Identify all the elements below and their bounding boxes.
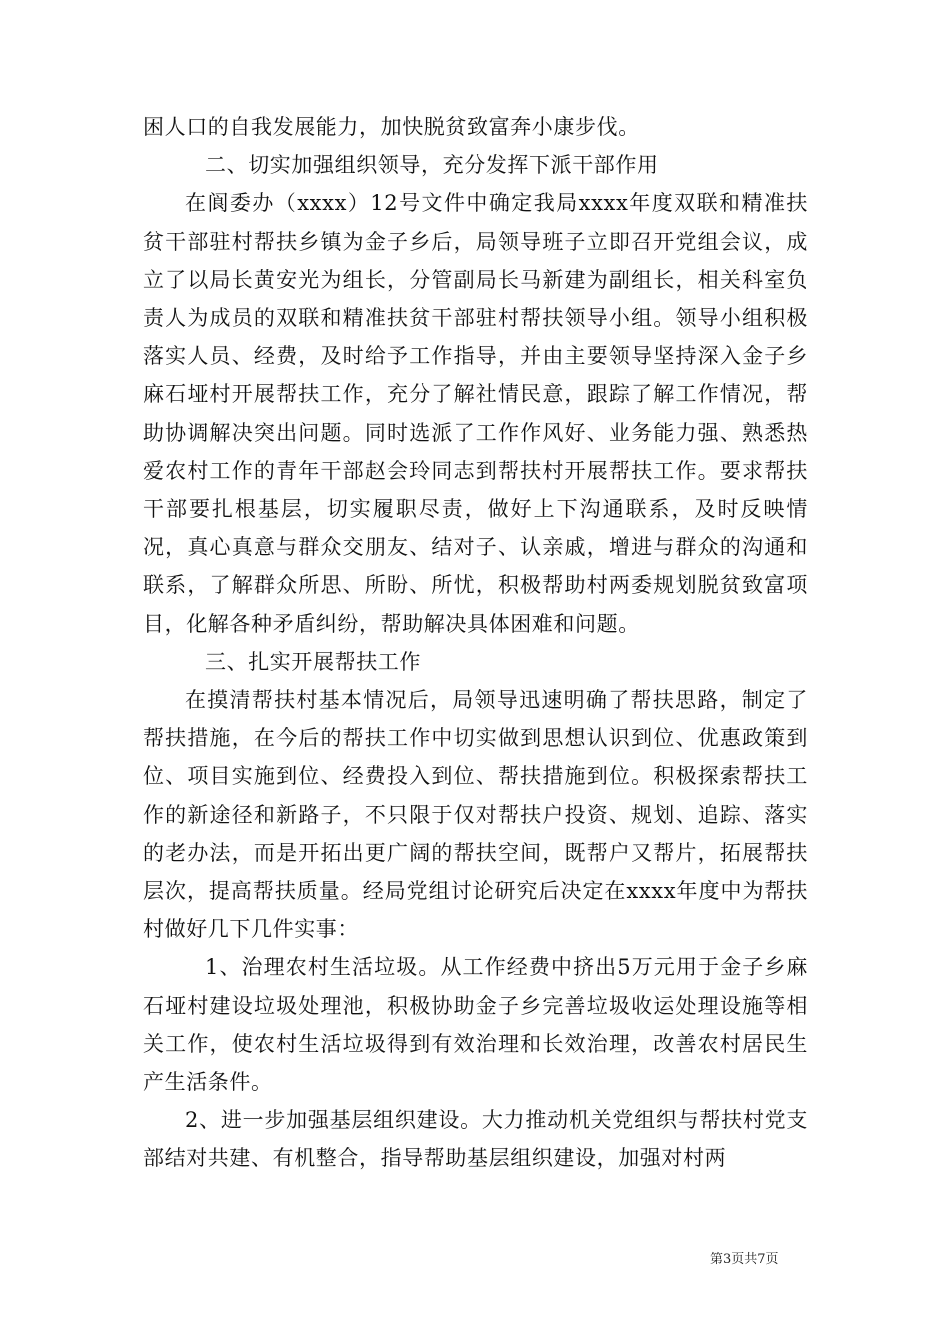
page-number-footer: 第3页共7页 (710, 1252, 779, 1267)
section-heading-three: 三、扎实开展帮扶工作 (205, 649, 421, 674)
section-heading-two: 二、切实加强组织领导，充分发挥下派干部作用 (205, 153, 659, 178)
body-paragraph-item-2: 2、进一步加强基层组织建设。大力推动机关党组织与帮扶村党支部结对共建、有机整合，指导帮助基层组织建设，加强对村两 (143, 1108, 808, 1171)
body-paragraph-continuation: 困人口的自我发展能力，加快脱贫致富奔小康步伐。 (143, 115, 640, 139)
body-paragraph: 在摸清帮扶村基本情况后，局领导迅速明确了帮扶思路，制定了帮扶措施，在今后的帮扶工作中切实做到思想认识到位、优惠政策到位、项目实施到位、经费投入到位、帮扶措施到位。积极探索帮扶工作的新途径和新路子，不只限于仅对帮扶户投资、规划、追踪、落实的老办法，而是开拓出更广阔的帮扶空间，既帮户又帮片，拓展帮扶层次，提高帮扶质量。经局党组讨论研究后决定在xxxx年度中为帮扶村做好几下几件实事： (143, 688, 808, 942)
body-paragraph: 在阆委办（xxxx）12号文件中确定我局xxxx年度双联和精准扶贫干部驻村帮扶乡镇为金子乡后，局领导班子立即召开党组会议，成立了以局长黄安光为组长，分管副局长马新建为副组长，相关科室负责人为成员的双联和精准扶贫干部驻村帮扶领导小组。领导小组积极落实人员、经费，及时给予工作指导，并由主要领导坚持深入金子乡麻石垭村开展帮扶工作，充分了解社情民意，跟踪了解工作情况，帮助协调解决突出问题。同时选派了工作作风好、业务能力强、熟悉热爱农村工作的青年干部赵会玲同志到帮扶村开展帮扶工作。要求帮扶干部要扎根基层，切实履职尽责，做好上下沟通联系，及时反映情况，真心真意与群众交朋友、结对子、认亲戚，增进与群众的沟通和联系，了解群众所思、所盼、所忧，积极帮助村两委规划脱贫致富项目，化解各种矛盾纠纷，帮助解决具体困难和问题。 (143, 191, 808, 636)
body-paragraph-item-1: 1、治理农村生活垃圾。从工作经费中挤出5万元用于金子乡麻石垭村建设垃圾处理池，积极协助金子乡完善垃圾收运处理设施等相关工作，使农村生活垃圾得到有效治理和长效治理，改善农村居民生产生活条件。 (143, 955, 808, 1095)
document-body (143, 108, 808, 1178)
